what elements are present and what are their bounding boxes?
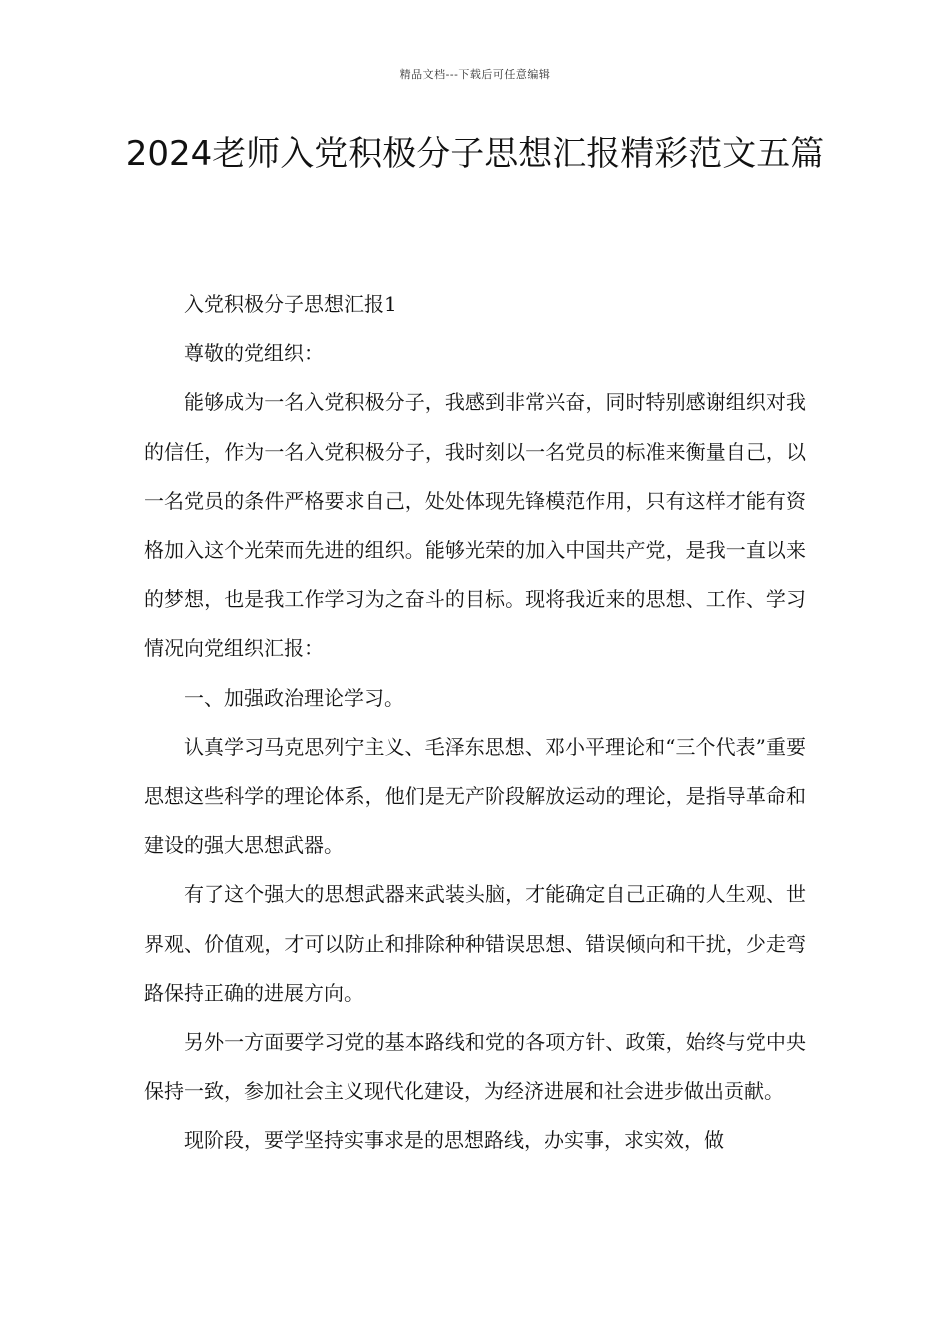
header-note: 精品文档---下载后可任意编辑 xyxy=(399,68,551,81)
body-paragraph: 另外一方面要学习党的基本路线和党的各项方针、政策，始终与党中央保持一致，参加社会主义现代化建设，为经济进展和社会进步做出贡献。 xyxy=(144,1030,806,1104)
subsection-heading: 一、加强政治理论学习。 xyxy=(184,685,404,710)
body-paragraph: 有了这个强大的思想武器来武装头脑，才能确定自己正确的人生观、世界观、价值观，才可以防止和排除种种错误思想、错误倾向和干扰，少走弯路保持正确的进展方向。 xyxy=(144,882,806,1005)
body-paragraph: 认真学习马克思列宁主义、毛泽东思想、邓小平理论和“三个代表”重要思想这些科学的理论体系，他们是无产阶段解放运动的理论，是指导革命和建设的强大思想武器。 xyxy=(144,734,806,858)
body-paragraph: 能够成为一名入党积极分子，我感到非常兴奋，同时特别感谢组织对我的信任，作为一名入党积极分子，我时刻以一名党员的标准来衡量自己，以一名党员的条件严格要求自己，处处体现先锋模范作用，只有这样才能有资格加入这个光荣而先进的组织。能够光荣的加入中国共产党，是我一直以来的梦想，也是我工作学习为之奋斗的目标。现将我近来的思想、工作、学习情况向党组织汇报： xyxy=(144,390,806,661)
section-heading: 入党积极分子思想汇报1 xyxy=(184,292,397,316)
document-body xyxy=(144,280,806,1166)
salutation: 尊敬的党组织： xyxy=(184,341,324,366)
body-paragraph: 现阶段，要学坚持实事求是的思想路线，办实事，求实效，做 xyxy=(184,1128,724,1153)
document-title: 2024老师入党积极分子思想汇报精彩范文五篇 xyxy=(125,134,825,174)
